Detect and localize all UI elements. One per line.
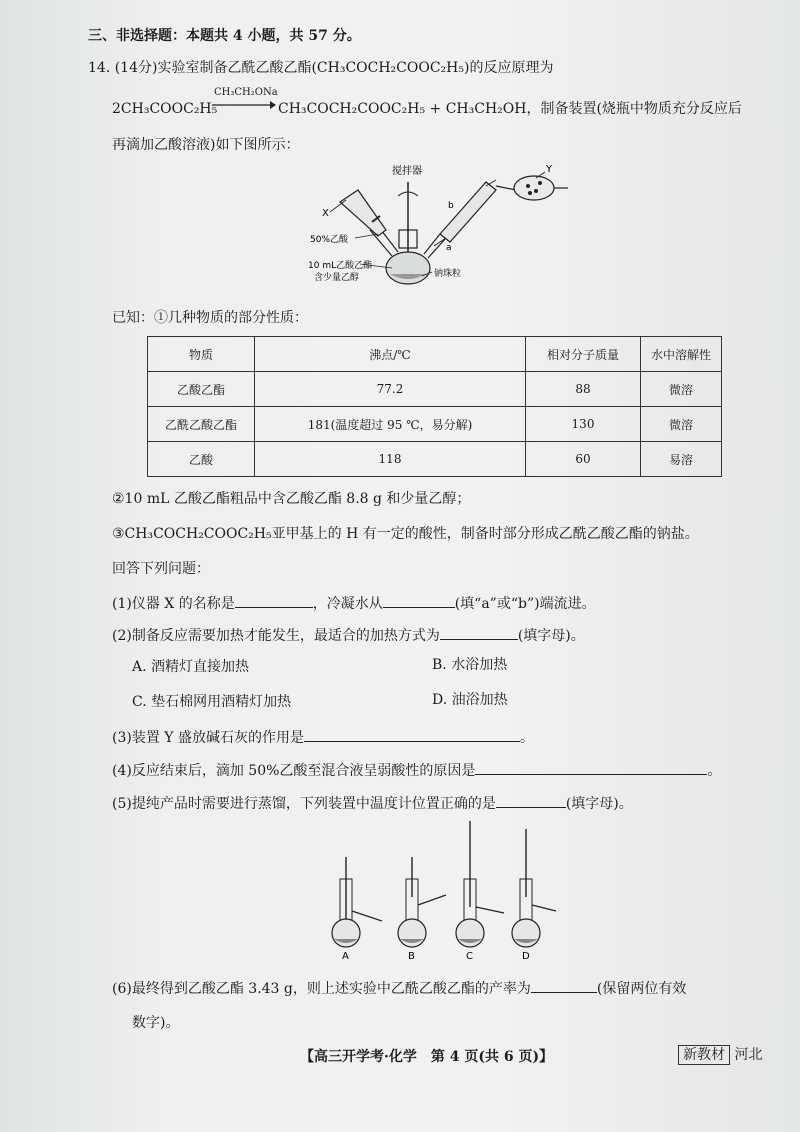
properties-table <box>147 336 722 477</box>
apparatus-diagram <box>300 160 580 290</box>
question-intro: 14. (14分)实验室制备乙酰乙酸乙酯(CH₃COCH₂COOC₂H₅)的反应原理为 <box>88 60 554 76</box>
part-6-line2: 数字)。 <box>132 1015 180 1031</box>
distillation-options <box>320 815 560 965</box>
label-a: a <box>446 243 452 253</box>
answer-prompt: 回答下列问题： <box>112 561 210 577</box>
flask-letter: C <box>466 951 473 962</box>
known-line: 已知：①几种物质的部分性质： <box>112 310 308 326</box>
drying-tube-y <box>514 176 554 200</box>
table-header: 水中溶解性 <box>641 337 722 372</box>
part-1: (1)仪器 X 的名称是 ，冷凝水从 (填“a”或“b”)端流进。 <box>112 593 596 613</box>
flask-letter: A <box>342 951 349 962</box>
answer-blank-3[interactable] <box>304 727 520 742</box>
section-header: 三、非选择题：本题共 4 小题，共 57 分。 <box>88 28 361 44</box>
reaction-condition: CH₃CH₂ONa <box>214 87 278 98</box>
table-cell: 181(温度超过 95 ℃，易分解) <box>255 407 526 442</box>
table-header: 沸点/℃ <box>255 337 526 372</box>
table-header: 物质 <box>148 337 255 372</box>
table-cell: 乙酰乙酸乙酯 <box>148 407 255 442</box>
table-cell: 77.2 <box>255 372 526 407</box>
reaction-reactant: 2CH₃COOC₂H₅ <box>112 101 218 117</box>
label-b: b <box>448 201 454 211</box>
label-sodium: 钠珠粒 <box>434 269 462 279</box>
part-2: (2)制备反应需要加热才能发生，最适合的加热方式为 (填字母)。 <box>112 625 585 645</box>
note-3: ③CH₃COCH₂COOC₂H₅亚甲基上的 H 有一定的酸性，制备时部分形成乙酰乙酸乙酯的钠盐。 <box>112 526 699 542</box>
table-cell: 88 <box>526 372 641 407</box>
table-cell: 118 <box>255 442 526 477</box>
option-a: A. 酒精灯直接加热 <box>132 659 250 675</box>
condenser <box>440 182 496 242</box>
round-flask <box>386 252 430 284</box>
table-cell: 60 <box>526 442 641 477</box>
answer-blank-5[interactable] <box>496 793 566 808</box>
flask-d <box>512 829 556 962</box>
answer-blank-1b[interactable] <box>383 593 455 608</box>
table-cell: 微溶 <box>641 372 722 407</box>
part-5: (5)提纯产品时需要进行蒸馏，下列装置中温度计位置正确的是 (填字母)。 <box>112 793 633 813</box>
reaction-arrow <box>212 100 276 110</box>
table-row <box>148 407 722 442</box>
question-line3: 再滴加乙酸溶液)如下图所示： <box>112 137 300 153</box>
table-row <box>148 442 722 477</box>
note-2: ②10 mL 乙酸乙酯粗品中含乙酸乙酯 8.8 g 和少量乙醇； <box>112 491 471 507</box>
footer-right <box>678 1044 762 1064</box>
table-cell: 乙酸乙酯 <box>148 372 255 407</box>
label-y: Y <box>546 164 553 175</box>
reaction-product: CH₃COCH₂COOC₂H₅ + CH₃CH₂OH，制备装置(烧瓶中物质充分反应后 <box>278 101 742 117</box>
flask-letter: B <box>408 951 415 962</box>
table-header: 相对分子质量 <box>526 337 641 372</box>
table-row <box>148 372 722 407</box>
part-4: (4)反应结束后，滴加 50%乙酸至混合液呈弱酸性的原因是 。 <box>112 760 721 780</box>
answer-blank-1a[interactable] <box>235 593 313 608</box>
table-cell: 乙酸 <box>148 442 255 477</box>
part-3: (3)装置 Y 盛放碱石灰的作用是 。 <box>112 727 534 747</box>
table-cell: 130 <box>526 407 641 442</box>
label-acid: 50%乙酸 <box>310 235 349 245</box>
option-d: D. 油浴加热 <box>432 692 508 708</box>
option-b: B. 水浴加热 <box>432 657 508 673</box>
label-flask-2: 含少量乙醇 <box>314 273 360 283</box>
label-x: X <box>322 208 329 219</box>
footer-center: 【高三开学考·化学 第 4 页(共 6 页)】 <box>300 1049 554 1065</box>
flask-b <box>398 857 446 962</box>
table-cell: 易溶 <box>641 442 722 477</box>
table-cell: 微溶 <box>641 407 722 442</box>
part-6: (6)最终得到乙酸乙酯 3.43 g，则上述实验中乙酰乙酸乙酯的产率为 (保留两位有效 <box>112 978 686 998</box>
label-flask-1: 10 mL乙酸乙酯 <box>308 261 373 271</box>
flask-c <box>456 821 504 962</box>
answer-blank-6[interactable] <box>531 978 597 993</box>
footer-badge: 新教材 <box>678 1045 730 1065</box>
answer-blank-2[interactable] <box>440 625 518 640</box>
option-c: C. 垫石棉网用酒精灯加热 <box>132 694 292 710</box>
table-header-row <box>148 337 722 372</box>
flask-a <box>332 857 382 962</box>
label-stirrer: 搅拌器 <box>392 166 422 177</box>
flask-letter: D <box>522 951 530 962</box>
funnel-x <box>340 190 386 236</box>
footer-region: 河北 <box>734 1047 763 1063</box>
answer-blank-4[interactable] <box>475 760 707 775</box>
